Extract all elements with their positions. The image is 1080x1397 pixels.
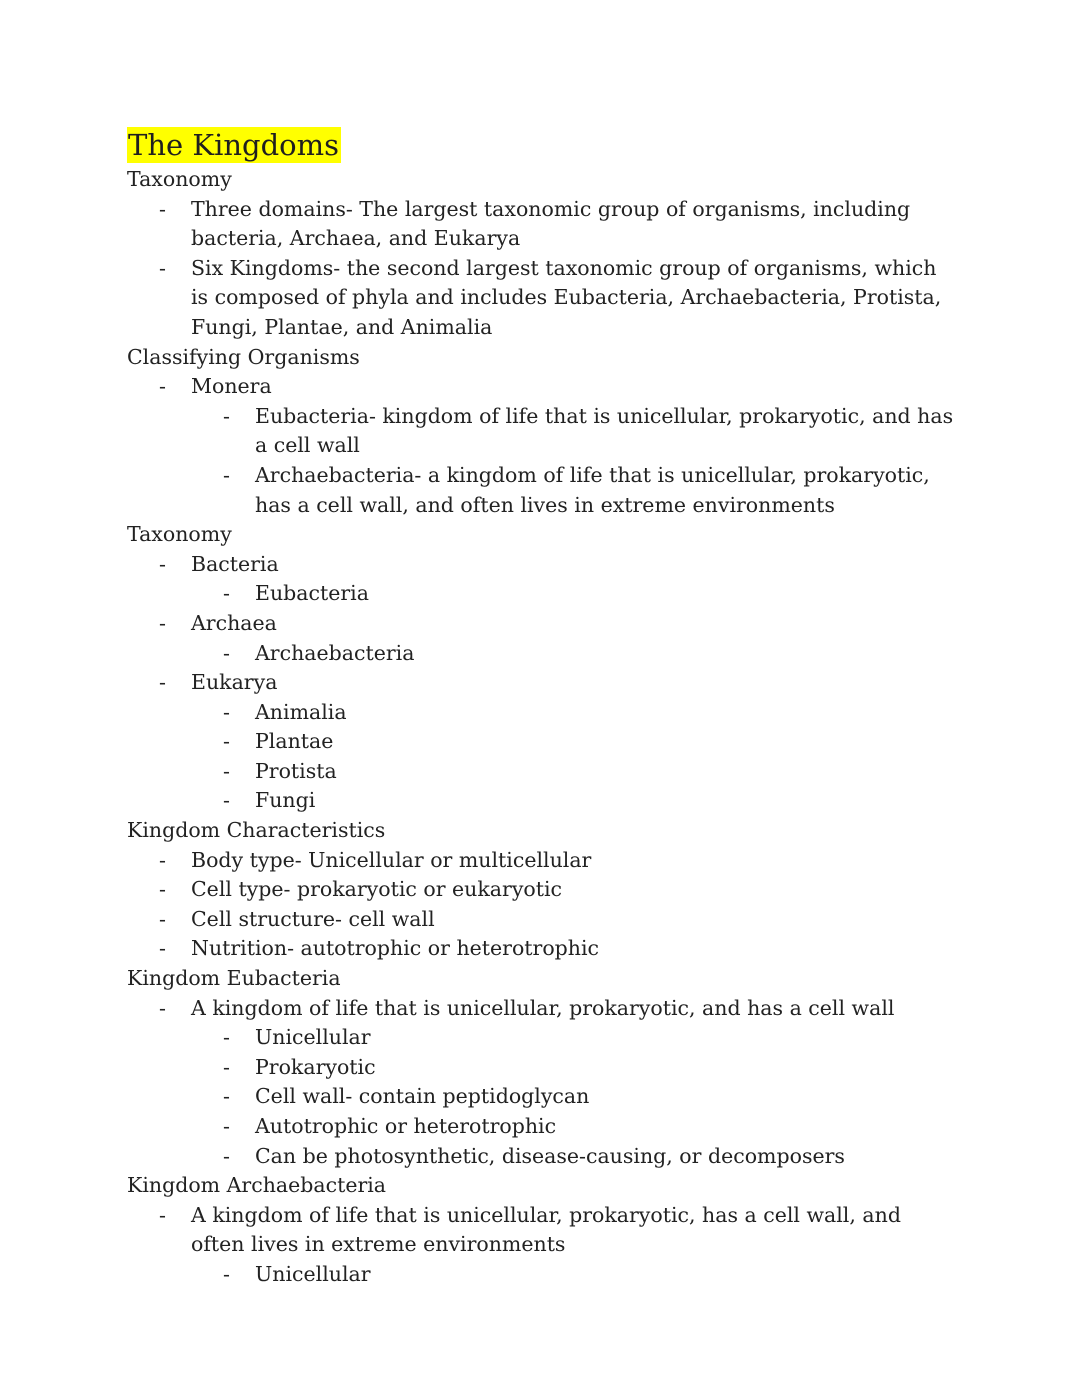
- sub-list-item-text: Unicellular: [255, 1261, 371, 1286]
- list-item-text: Cell structure- cell wall: [191, 906, 435, 931]
- sub-list-item-text: Eubacteria: [255, 581, 369, 606]
- sub-list-item: [223, 698, 957, 728]
- section: [127, 964, 957, 1171]
- bullet-list: [127, 372, 957, 520]
- bullet-dash: -: [223, 1054, 230, 1079]
- list-item: [159, 550, 957, 609]
- bullet-dash: -: [223, 1114, 230, 1138]
- list-item: [159, 875, 957, 905]
- sub-list-item-text: Animalia: [255, 699, 347, 724]
- bullet-dash: -: [159, 196, 166, 221]
- bullet-dash: -: [159, 847, 166, 872]
- list-item-text: Archaea: [191, 610, 277, 635]
- bullet-list: [127, 846, 957, 964]
- sub-list-item-text: Autotrophic or heterotrophic: [255, 1114, 557, 1138]
- bullet-dash: -: [223, 788, 230, 813]
- list-item: [159, 934, 957, 964]
- bullet-list: [127, 195, 957, 343]
- bullet-dash: -: [223, 640, 230, 665]
- sub-list-item: [223, 461, 957, 520]
- section: [127, 816, 957, 964]
- section-heading: Kingdom Characteristics: [127, 818, 386, 843]
- bullet-dash: -: [159, 255, 166, 280]
- sub-list-item-text: Unicellular: [255, 1025, 371, 1050]
- list-item-text: Bacteria: [191, 551, 279, 576]
- list-item-text: Eukarya: [191, 670, 278, 695]
- section-heading: Taxonomy: [127, 167, 232, 191]
- bullet-dash: -: [159, 995, 166, 1020]
- bullet-dash: -: [223, 1084, 230, 1109]
- sub-list-item-text: Cell wall- contain peptidoglycan: [255, 1084, 590, 1109]
- sub-list-item: [223, 786, 957, 816]
- bullet-list: [127, 1201, 957, 1290]
- section-heading: Kingdom Archaebacteria: [127, 1173, 387, 1198]
- sub-list-item: [223, 727, 957, 757]
- list-item: [159, 372, 957, 520]
- bullet-dash: -: [223, 1261, 230, 1286]
- bullet-dash: -: [159, 936, 166, 961]
- bullet-dash: -: [159, 670, 166, 695]
- sub-list-item: [223, 1023, 957, 1053]
- bullet-dash: -: [159, 610, 166, 635]
- sub-bullet-list: [191, 1260, 957, 1290]
- bullet-dash: -: [223, 699, 230, 724]
- list-item-text: Cell type- prokaryotic or eukaryotic: [191, 877, 563, 902]
- sub-list-item: [223, 402, 957, 461]
- sub-bullet-list: [191, 698, 957, 816]
- sub-list-item-text: Prokaryotic: [255, 1054, 376, 1079]
- sub-list-item-text: Eubacteria- kingdom of life that is unicellular, prokaryotic, and has a cell wall: [255, 403, 954, 458]
- sub-list-item: [223, 1142, 957, 1172]
- bullet-dash: -: [223, 729, 230, 754]
- section: [127, 343, 957, 521]
- sub-list-item: [223, 1112, 957, 1142]
- list-item: [159, 994, 957, 1172]
- list-item-text: A kingdom of life that is unicellular, prokaryotic, and has a cell wall: [191, 995, 895, 1020]
- bullet-dash: -: [223, 1025, 230, 1050]
- list-item-text: Six Kingdoms- the second largest taxonomic group of organisms, which is composed of phyla and includes Eubacteria, Archaebacteria, Protista, Fungi, Plantae, and Animalia: [191, 255, 942, 339]
- bullet-list: [127, 994, 957, 1172]
- list-item-text: Nutrition- autotrophic or heterotrophic: [191, 936, 600, 961]
- sub-list-item-text: Can be photosynthetic, disease-causing, or decomposers: [255, 1143, 845, 1168]
- list-item-text: Monera: [191, 374, 272, 399]
- bullet-dash: -: [223, 1143, 230, 1168]
- sub-list-item: [223, 1260, 957, 1290]
- bullet-list: [127, 550, 957, 816]
- list-item-text: Three domains- The largest taxonomic group of organisms, including bacteria, Archaea, and Eukarya: [191, 196, 911, 251]
- list-item: [159, 846, 957, 876]
- bullet-dash: -: [223, 462, 230, 487]
- section: [127, 1171, 957, 1289]
- bullet-dash: -: [159, 374, 166, 399]
- bullet-dash: -: [159, 877, 166, 902]
- section: [127, 520, 957, 816]
- list-item-text: A kingdom of life that is unicellular, prokaryotic, has a cell wall, and often lives in extreme environments: [191, 1202, 901, 1257]
- sub-list-item: [223, 1082, 957, 1112]
- list-item: [159, 254, 957, 343]
- sub-bullet-list: [191, 579, 957, 609]
- list-item: [159, 195, 957, 254]
- sub-list-item-text: Protista: [255, 758, 337, 783]
- section-heading: Classifying Organisms: [127, 344, 360, 369]
- sub-list-item-text: Fungi: [255, 788, 316, 813]
- sub-list-item: [223, 757, 957, 787]
- list-item: [159, 668, 957, 816]
- document-body: [127, 165, 957, 1290]
- sub-bullet-list: [191, 639, 957, 669]
- sub-list-item-text: Archaebacteria: [255, 640, 415, 665]
- bullet-dash: -: [223, 581, 230, 606]
- page-title: The Kingdoms: [128, 128, 339, 162]
- bullet-dash: -: [159, 906, 166, 931]
- sub-bullet-list: [191, 402, 957, 520]
- sub-list-item-text: Plantae: [255, 729, 334, 754]
- sub-list-item: [223, 639, 957, 669]
- sub-list-item: [223, 579, 957, 609]
- bullet-dash: -: [223, 758, 230, 783]
- bullet-dash: -: [223, 403, 230, 428]
- list-item: [159, 905, 957, 935]
- list-item-text: Body type- Unicellular or multicellular: [191, 847, 592, 872]
- section: [127, 165, 957, 343]
- sub-list-item: [223, 1053, 957, 1083]
- sub-bullet-list: [191, 1023, 957, 1171]
- section-heading: Kingdom Eubacteria: [127, 966, 341, 991]
- bullet-dash: -: [159, 1202, 166, 1227]
- section-heading: Taxonomy: [127, 522, 232, 547]
- bullet-dash: -: [159, 551, 166, 576]
- list-item: [159, 1201, 957, 1290]
- list-item: [159, 609, 957, 668]
- sub-list-item-text: Archaebacteria- a kingdom of life that is unicellular, prokaryotic, has a cell wall, and often lives in extreme environments: [255, 462, 930, 517]
